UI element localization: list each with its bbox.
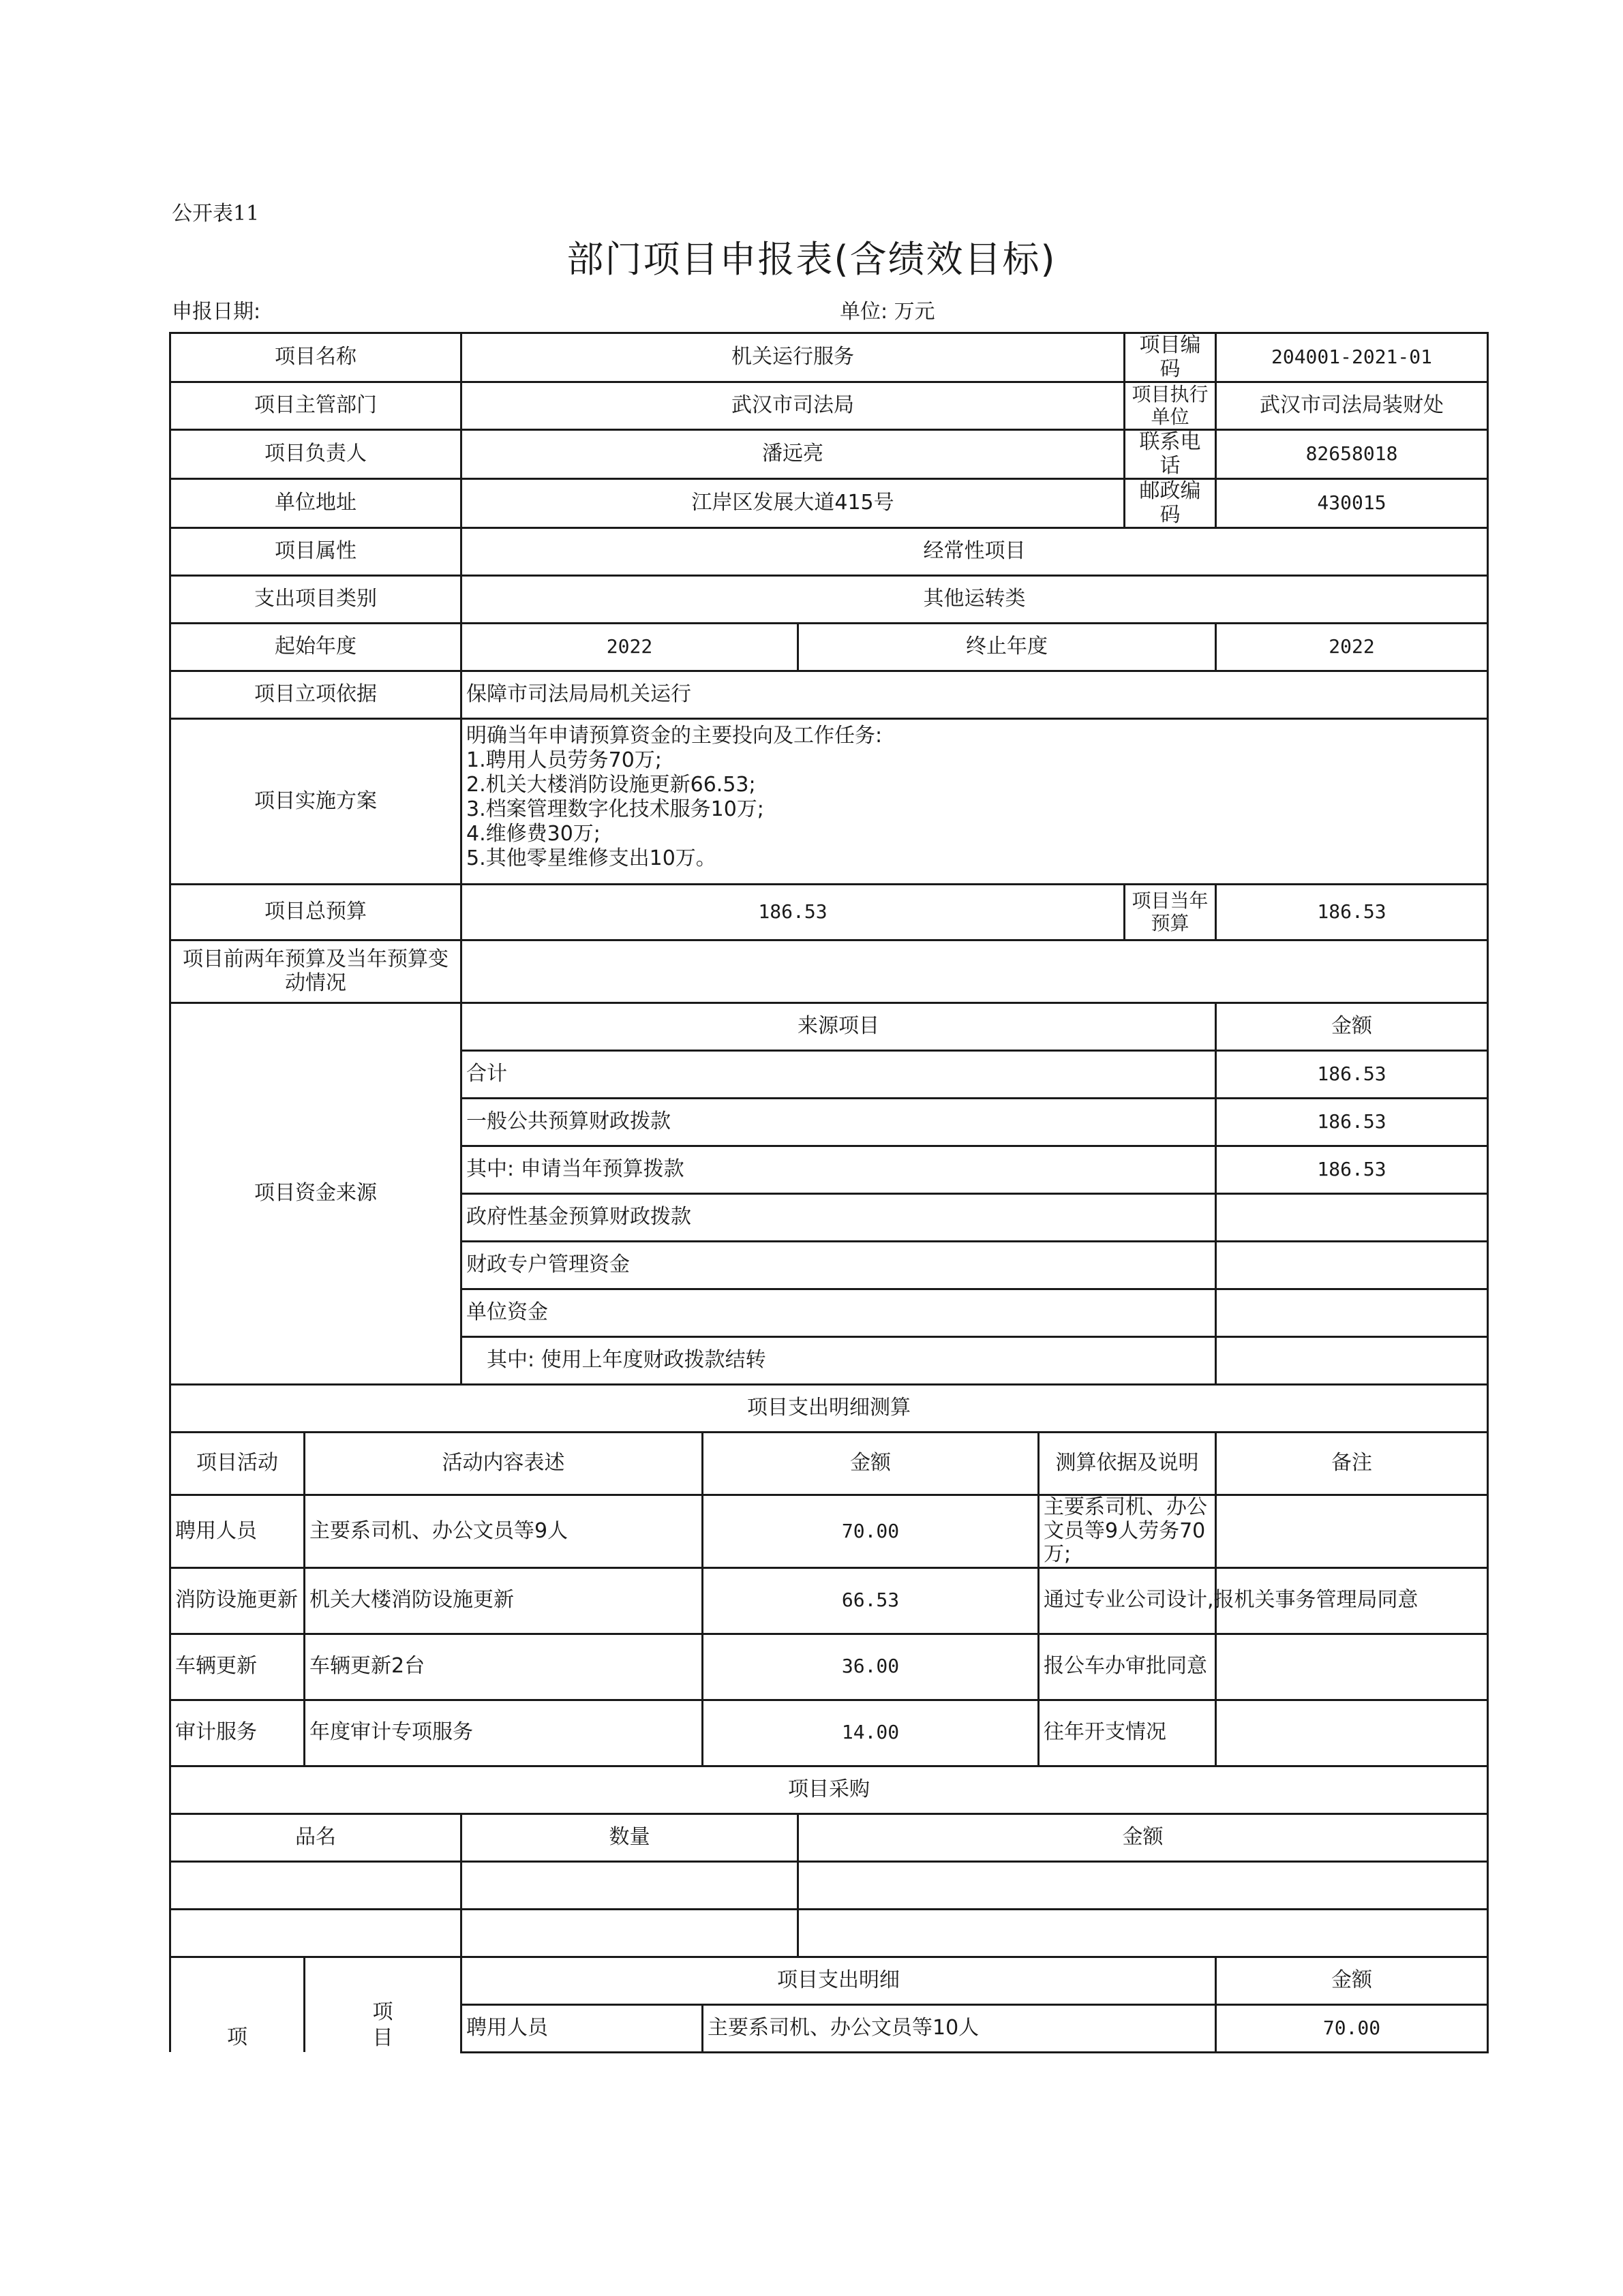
end-year-value: 2022 <box>1216 624 1488 671</box>
detail-activity: 车辆更新 <box>170 1634 305 1700</box>
plan-line: 明确当年申请预算资金的主要投向及工作任务: <box>466 724 883 748</box>
basis-value: 保障市司法局局机关运行 <box>461 671 1488 719</box>
plan-text <box>461 719 1488 885</box>
row-basis <box>170 671 1488 719</box>
procurement-row <box>170 1861 1488 1909</box>
page-title: 部门项目申报表(含绩效目标) <box>566 238 1057 281</box>
row-plan <box>170 719 1488 885</box>
detail-amount: 66.53 <box>703 1567 1039 1634</box>
funding-amount: 186.53 <box>1216 1146 1488 1194</box>
procurement-name <box>170 1861 461 1909</box>
row-years <box>170 624 1488 671</box>
procurement-section-title: 项目采购 <box>170 1766 1488 1813</box>
plan-line: 3.档案管理数字化技术服务10万; <box>466 797 764 821</box>
funding-source-name: 其中: 使用上年度财政拨款结转 <box>461 1337 1216 1385</box>
exec-unit-value: 武汉市司法局装财处 <box>1216 382 1488 430</box>
start-year-value: 2022 <box>461 624 798 671</box>
detail-content: 年度审计专项服务 <box>305 1700 703 1766</box>
total-budget-value: 186.53 <box>461 885 1125 940</box>
plan-label: 项目实施方案 <box>170 719 461 885</box>
postcode-label: 邮政编码 <box>1125 479 1216 528</box>
funding-col-amount: 金额 <box>1216 1003 1488 1051</box>
address-label: 单位地址 <box>170 479 461 528</box>
funding-amount <box>1216 1242 1488 1289</box>
report-date-label: 申报日期: <box>172 300 261 324</box>
bottom-mid-label-text: 项目 <box>372 2000 393 2050</box>
funding-source-name: 一般公共预算财政拨款 <box>461 1099 1216 1146</box>
detail-activity: 消防设施更新 <box>170 1567 305 1634</box>
current-budget-value: 186.53 <box>1216 885 1488 940</box>
phone-label: 联系电话 <box>1125 430 1216 479</box>
budget-change-value <box>461 940 1488 1003</box>
budget-change-label: 项目前两年预算及当年预算变动情况 <box>170 940 461 1003</box>
plan-line: 2.机关大楼消防设施更新66.53; <box>466 773 756 797</box>
bottom-row-name: 聘用人员 <box>461 2004 703 2052</box>
detail-activity: 审计服务 <box>170 1700 305 1766</box>
procurement-qty <box>461 1909 798 1957</box>
plan-line: 5.其他零星维修支出10万。 <box>466 846 716 870</box>
procurement-col-qty: 数量 <box>461 1813 798 1861</box>
funding-amount: 186.53 <box>1216 1099 1488 1146</box>
detail-amount: 70.00 <box>703 1495 1039 1568</box>
bottom-row-desc: 主要系司机、办公文员等10人 <box>703 2004 1216 2052</box>
attr-label: 项目属性 <box>170 528 461 576</box>
postcode-value: 430015 <box>1216 479 1488 528</box>
funding-amount <box>1216 1337 1488 1385</box>
bottom-amount-header: 金额 <box>1216 1957 1488 2004</box>
category-label: 支出项目类别 <box>170 576 461 624</box>
detail-col-note: 备注 <box>1216 1433 1488 1495</box>
detail-section-row <box>170 1385 1488 1433</box>
row-category <box>170 576 1488 624</box>
funding-source-name: 其中: 申请当年预算拨款 <box>461 1146 1216 1194</box>
end-year-label: 终止年度 <box>798 624 1216 671</box>
detail-header-row <box>170 1433 1488 1495</box>
bottom-left-label: 项 <box>170 1957 305 2052</box>
project-code-value: 204001-2021-01 <box>1216 333 1488 382</box>
procurement-section-row <box>170 1766 1488 1813</box>
funding-amount: 186.53 <box>1216 1051 1488 1099</box>
project-report-table <box>169 332 1489 2053</box>
procurement-name <box>170 1909 461 1957</box>
row-total <box>170 885 1488 940</box>
project-name-label: 项目名称 <box>170 333 461 382</box>
detail-basis: 主要系司机、办公文员等9人劳务70万; <box>1039 1495 1216 1568</box>
plan-line: 4.维修费30万; <box>466 822 601 846</box>
current-budget-label: 项目当年预算 <box>1125 885 1216 940</box>
procurement-col-amount: 金额 <box>798 1813 1488 1861</box>
procurement-header-row <box>170 1813 1488 1861</box>
basis-label: 项目立项依据 <box>170 671 461 719</box>
detail-note <box>1216 1634 1488 1700</box>
detail-section-title: 项目支出明细测算 <box>170 1385 1488 1433</box>
detail-row <box>170 1634 1488 1700</box>
procurement-row <box>170 1909 1488 1957</box>
funding-source-name: 合计 <box>461 1051 1216 1099</box>
detail-note <box>1216 1495 1488 1568</box>
category-value: 其他运转类 <box>461 576 1488 624</box>
address-value: 江岸区发展大道415号 <box>461 479 1125 528</box>
detail-col-basis: 测算依据及说明 <box>1039 1433 1216 1495</box>
detail-col-content: 活动内容表述 <box>305 1433 703 1495</box>
row-attr <box>170 528 1488 576</box>
detail-row <box>170 1567 1488 1634</box>
funding-label: 项目资金来源 <box>170 1003 461 1385</box>
procurement-amount <box>798 1861 1488 1909</box>
detail-content: 主要系司机、办公文员等9人 <box>305 1495 703 1568</box>
row-address <box>170 479 1488 528</box>
funding-source-name: 单位资金 <box>461 1289 1216 1337</box>
detail-content: 机关大楼消防设施更新 <box>305 1567 703 1634</box>
funding-amount <box>1216 1289 1488 1337</box>
detail-note <box>1216 1700 1488 1766</box>
row-change <box>170 940 1488 1003</box>
detail-basis: 通过专业公司设计,报机关事务管理局同意 <box>1039 1567 1216 1634</box>
detail-basis: 报公车办审批同意 <box>1039 1634 1216 1700</box>
detail-amount: 14.00 <box>703 1700 1039 1766</box>
project-code-label: 项目编码 <box>1125 333 1216 382</box>
row-project-name <box>170 333 1488 382</box>
exec-unit-label: 项目执行单位 <box>1125 382 1216 430</box>
detail-activity: 聘用人员 <box>170 1495 305 1568</box>
unit-label: 单位: 万元 <box>840 300 935 324</box>
dept-value: 武汉市司法局 <box>461 382 1125 430</box>
detail-row <box>170 1495 1488 1568</box>
bottom-header-row <box>170 1957 1488 2004</box>
project-name-value: 机关运行服务 <box>461 333 1125 382</box>
plan-line: 1.聘用人员劳务70万; <box>466 748 662 772</box>
bottom-mid-label <box>305 1957 461 2052</box>
detail-col-amount: 金额 <box>703 1433 1039 1495</box>
funding-header-row <box>170 1003 1488 1051</box>
attr-value: 经常性项目 <box>461 528 1488 576</box>
start-year-label: 起始年度 <box>170 624 461 671</box>
procurement-qty <box>461 1861 798 1909</box>
detail-amount: 36.00 <box>703 1634 1039 1700</box>
procurement-amount <box>798 1909 1488 1957</box>
phone-value: 82658018 <box>1216 430 1488 479</box>
detail-content: 车辆更新2台 <box>305 1634 703 1700</box>
row-dept <box>170 382 1488 430</box>
funding-source-name: 财政专户管理资金 <box>461 1242 1216 1289</box>
detail-basis: 往年开支情况 <box>1039 1700 1216 1766</box>
dept-label: 项目主管部门 <box>170 382 461 430</box>
form-number: 公开表11 <box>172 202 260 226</box>
detail-col-activity: 项目活动 <box>170 1433 305 1495</box>
funding-col-source: 来源项目 <box>461 1003 1216 1051</box>
row-leader <box>170 430 1488 479</box>
leader-label: 项目负责人 <box>170 430 461 479</box>
detail-row <box>170 1700 1488 1766</box>
bottom-detail-header: 项目支出明细 <box>461 1957 1216 2004</box>
procurement-col-name: 品名 <box>170 1813 461 1861</box>
funding-source-name: 政府性基金预算财政拨款 <box>461 1194 1216 1242</box>
total-budget-label: 项目总预算 <box>170 885 461 940</box>
bottom-row-amount: 70.00 <box>1216 2004 1488 2052</box>
funding-amount <box>1216 1194 1488 1242</box>
leader-value: 潘远亮 <box>461 430 1125 479</box>
